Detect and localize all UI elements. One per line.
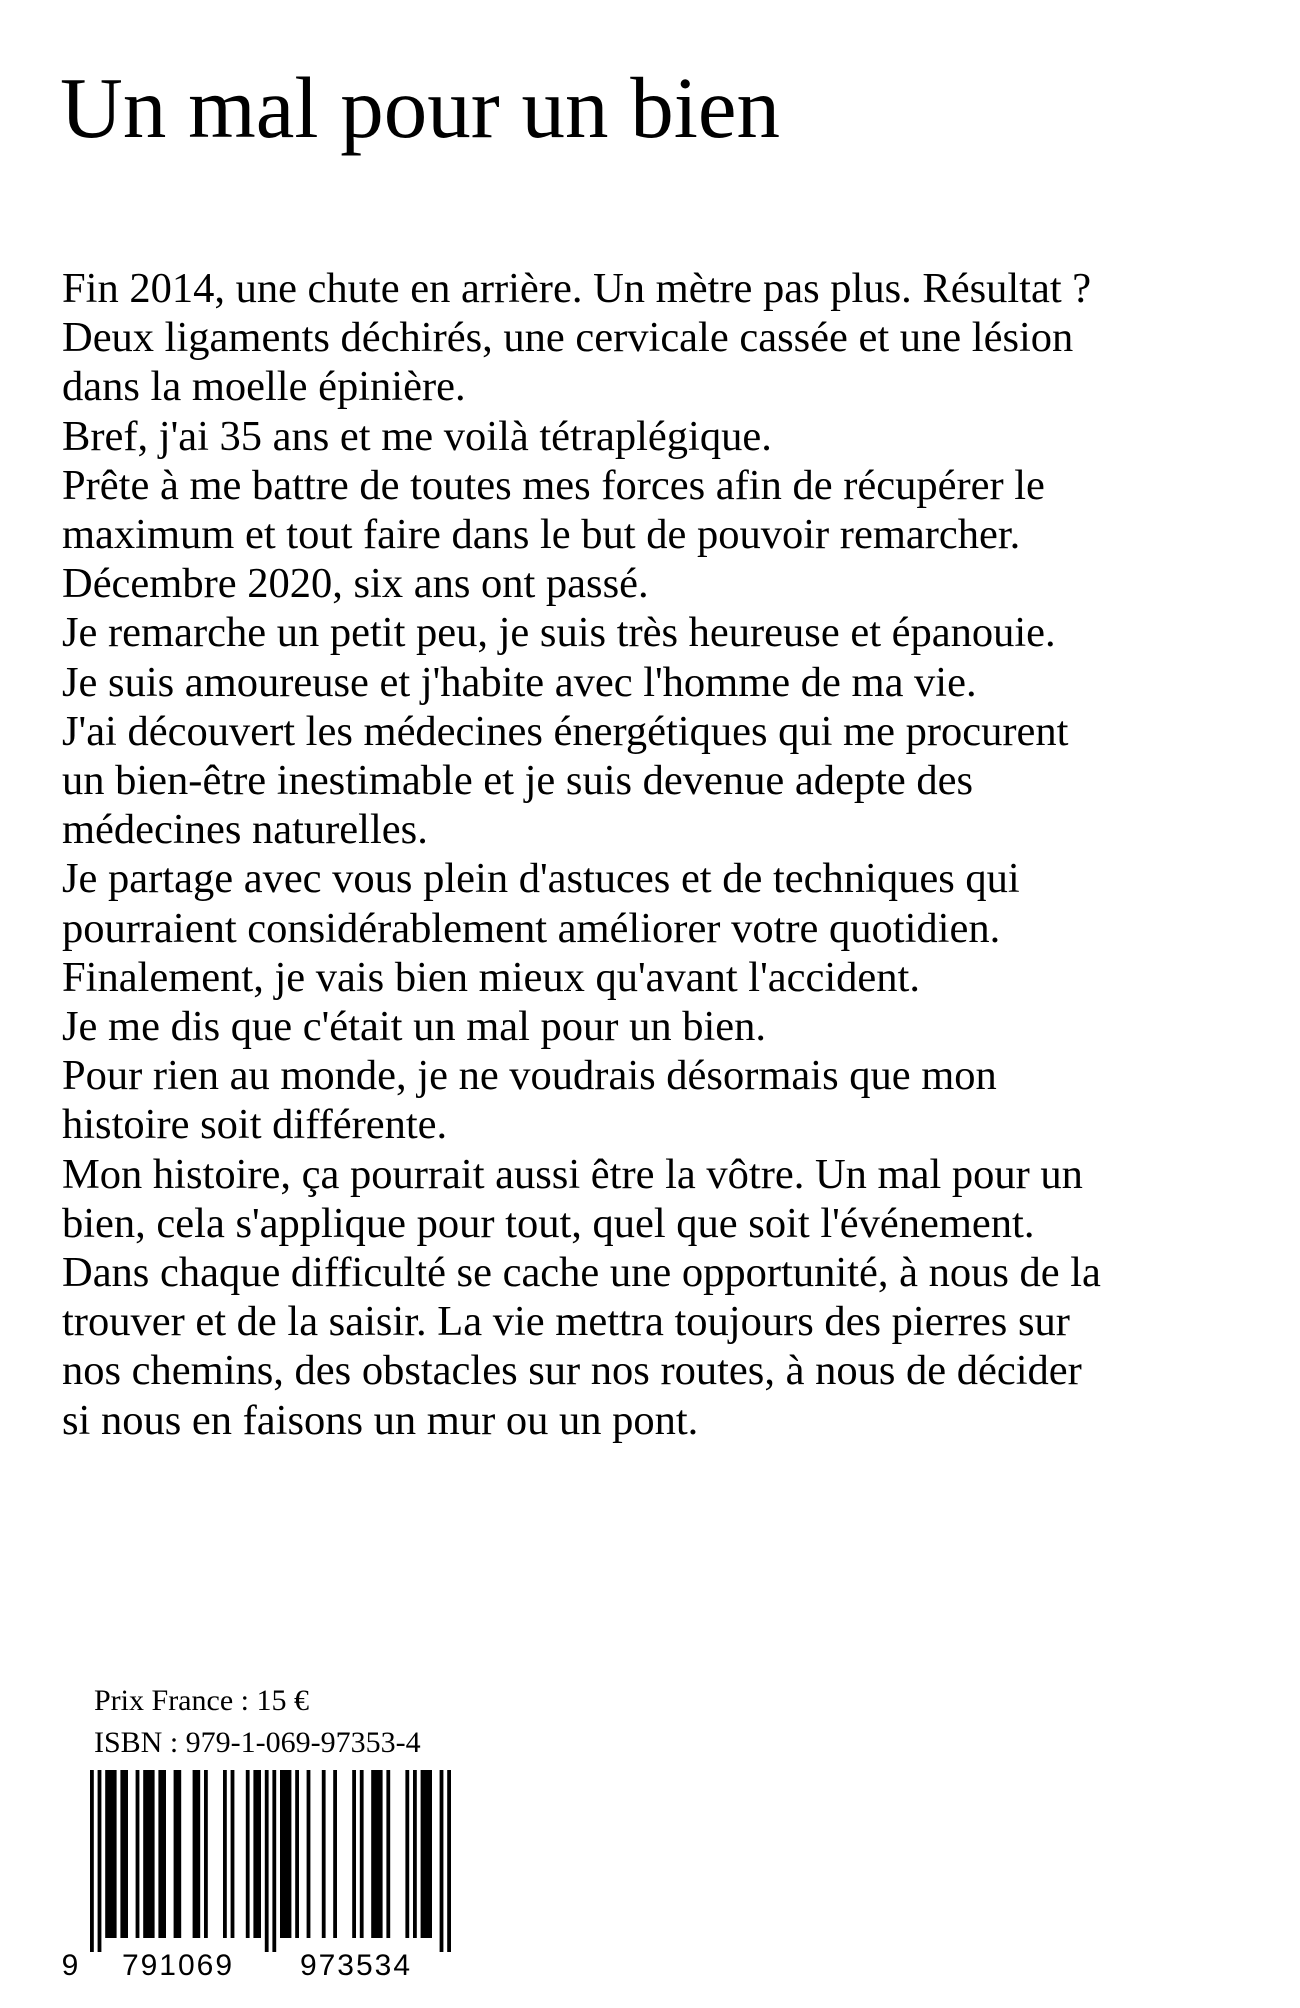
barcode-bar (120, 1770, 128, 1938)
price-label: Prix France : 15 € (94, 1684, 309, 1717)
blurb-line: nos chemins, des obstacles sur nos routes, à nous de décider (62, 1347, 1082, 1395)
blurb-line: Décembre 2020, six ans ont passé. (62, 560, 649, 608)
book-title: Un mal pour un bien (60, 59, 781, 156)
barcode-bar (386, 1770, 390, 1938)
barcode-bar (322, 1770, 326, 1938)
barcode-bar (223, 1770, 227, 1938)
blurb-line: J'ai découvert les médecines énergétiques qui me procurent (62, 707, 1069, 755)
blurb-line: trouver et de la saisir. La vie mettra toujours des pierres sur (62, 1298, 1070, 1346)
blurb-line: un bien-être inestimable et je suis devenue adepte des (62, 757, 974, 805)
barcode-bar (193, 1770, 201, 1938)
barcode-bar (158, 1770, 166, 1938)
blurb-line: Fin 2014, une chute en arrière. Un mètre pas plus. Résultat ? (62, 265, 1092, 312)
barcode-bar (405, 1770, 409, 1938)
barcode-bar (413, 1770, 417, 1938)
barcode-icon (60, 1770, 480, 1980)
barcode-bar (295, 1770, 299, 1938)
blurb-line: histoire soit différente. (62, 1101, 448, 1149)
blurb-line: maximum et tout faire dans le but de pouvoir remarcher. (62, 511, 1021, 559)
blurb-line: bien, cela s'applique pour tout, quel que soit l'événement. (62, 1199, 1035, 1247)
blurb-line: médecines naturelles. (62, 806, 428, 854)
barcode-bar (105, 1770, 116, 1938)
blurb-line: Je suis amoureuse et j'habite avec l'homme de ma vie. (62, 658, 977, 706)
barcode-bar (333, 1770, 337, 1938)
blurb-line: Finalement, je vais bien mieux qu'avant l'accident. (62, 953, 920, 1001)
blurb-line: Prête à me battre de toutes mes forces afin de récupérer le (62, 461, 1045, 509)
blurb-line: dans la moelle épinière. (62, 363, 466, 411)
barcode-bar (421, 1770, 432, 1938)
barcode-guard-bar (447, 1770, 451, 1952)
barcode-bar (136, 1770, 140, 1938)
blurb-line: Pour rien au monde, je ne voudrais désormais que mon (62, 1052, 997, 1100)
barcode-guard-bar (265, 1770, 269, 1952)
barcode-guard-bar (440, 1770, 444, 1952)
barcode-bar (231, 1770, 235, 1938)
blurb-line: si nous en faisons un mur ou un pont. (62, 1396, 699, 1444)
blurb-line: Mon histoire, ça pourrait aussi être la vôtre. Un mal pour un (62, 1150, 1083, 1198)
barcode-bar (143, 1770, 154, 1938)
barcode-bar (371, 1770, 382, 1938)
blurb-line: Bref, j'ai 35 ans et me voilà tétraplégique. (62, 412, 772, 460)
blurb-line: Deux ligaments déchirés, une cervicale cassée et une lésion (62, 314, 1074, 362)
blurb-line: Je me dis que c'était un mal pour un bien. (62, 1003, 767, 1051)
isbn-label: ISBN : 979-1-069-97353-4 (94, 1726, 421, 1759)
barcode-guard-bar (98, 1770, 102, 1952)
blurb-line: Dans chaque difficulté se cache une opportunité, à nous de la (62, 1249, 1101, 1297)
barcode-guard-bar (90, 1770, 94, 1952)
blurb-line: pourraient considérablement améliorer votre quotidien. (62, 904, 1001, 952)
barcode-bar (204, 1770, 208, 1938)
barcode-bar (246, 1770, 250, 1938)
blurb-line: Je remarche un petit peu, je suis très heureuse et épanouie. (62, 609, 1056, 657)
barcode-bar (307, 1770, 311, 1938)
barcode-digits-left: 791069 (121, 1949, 235, 1980)
blurb-line: Je partage avec vous plein d'astuces et de techniques qui (62, 855, 1020, 903)
barcode-digits-right: 973534 (299, 1949, 413, 1980)
barcode-bar (280, 1770, 291, 1938)
barcode-bar (360, 1770, 364, 1938)
barcode-bar (253, 1770, 261, 1938)
blurb-text (62, 264, 1272, 1445)
barcode-digit-first: 9 (61, 1949, 79, 1980)
barcode-bar (352, 1770, 356, 1938)
barcode-bar (174, 1770, 182, 1938)
barcode-guard-bar (272, 1770, 276, 1952)
